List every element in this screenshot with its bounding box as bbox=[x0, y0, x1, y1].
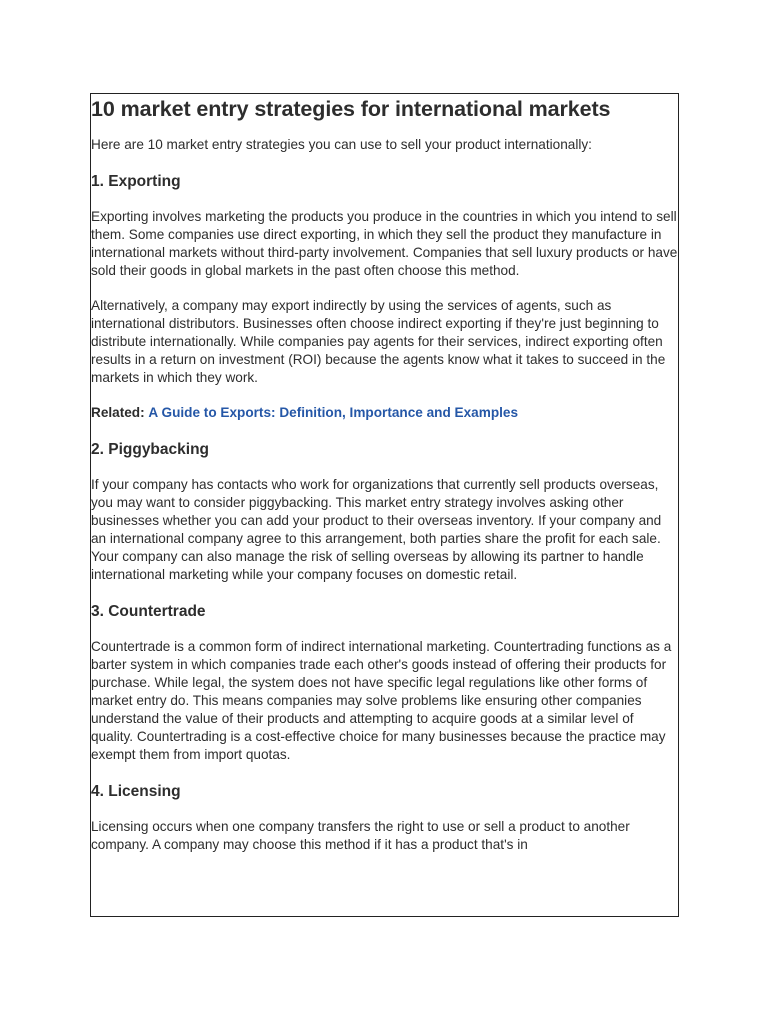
section-paragraph: Exporting involves marketing the products you produce in the countries in which you intend to sell them. Some companies use direct exporting, in which they sell the product they manufacture in international markets without third-party involvement. Companies that sell luxury products or have sold their goods in global markets in the past often choose this method. bbox=[91, 209, 678, 278]
article-title: 10 market entry strategies for international markets bbox=[91, 97, 611, 121]
section-paragraph: If your company has contacts who work for organizations that currently sell products overseas, you may want to consider piggybacking. This market entry strategy involves asking other businesses whether you can add your product to their overseas inventory. If your company and an international company agree to this arrangement, both parties share the profit for each sale. Your company can also manage the risk of selling overseas by allowing its partner to handle international marketing while your company focuses on domestic retail. bbox=[91, 477, 662, 582]
article-body bbox=[91, 94, 678, 854]
section-paragraph: Licensing occurs when one company transfers the right to use or sell a product to another company. A company may choose this method if it has a product that's in bbox=[91, 819, 630, 852]
section-heading-licensing: 4. Licensing bbox=[91, 783, 181, 800]
related-article-link[interactable]: A Guide to Exports: Definition, Importance and Examples bbox=[148, 405, 519, 420]
section-paragraph: Countertrade is a common form of indirect international marketing. Countertrading functions as a barter system in which companies trade each other's goods instead of offering their products for purchase. While legal, the system does not have specific legal regulations like other forms of market entry do. This means companies may solve problems like ensuring other companies understand the value of their products and attempting to acquire goods at a similar level of quality. Countertrading is a cost-effective choice for many businesses because the practice may exempt them from import quotas. bbox=[91, 639, 672, 762]
section-heading-countertrade: 3. Countertrade bbox=[91, 603, 206, 620]
section-heading-piggybacking: 2. Piggybacking bbox=[91, 441, 210, 458]
related-label: Related: bbox=[91, 405, 145, 420]
section-heading-exporting: 1. Exporting bbox=[91, 173, 181, 190]
section-paragraph: Alternatively, a company may export indirectly by using the services of agents, such as international distributors. Businesses often choose indirect exporting if they're just beginning to distribute internationally. While companies pay agents for their services, indirect exporting often results in a return on investment (ROI) because the agents know what it takes to succeed in the markets in which they work. bbox=[91, 298, 666, 385]
related-link-line bbox=[91, 404, 678, 422]
article-intro: Here are 10 market entry strategies you can use to sell your product internationally: bbox=[91, 137, 592, 152]
document-page bbox=[90, 93, 679, 917]
